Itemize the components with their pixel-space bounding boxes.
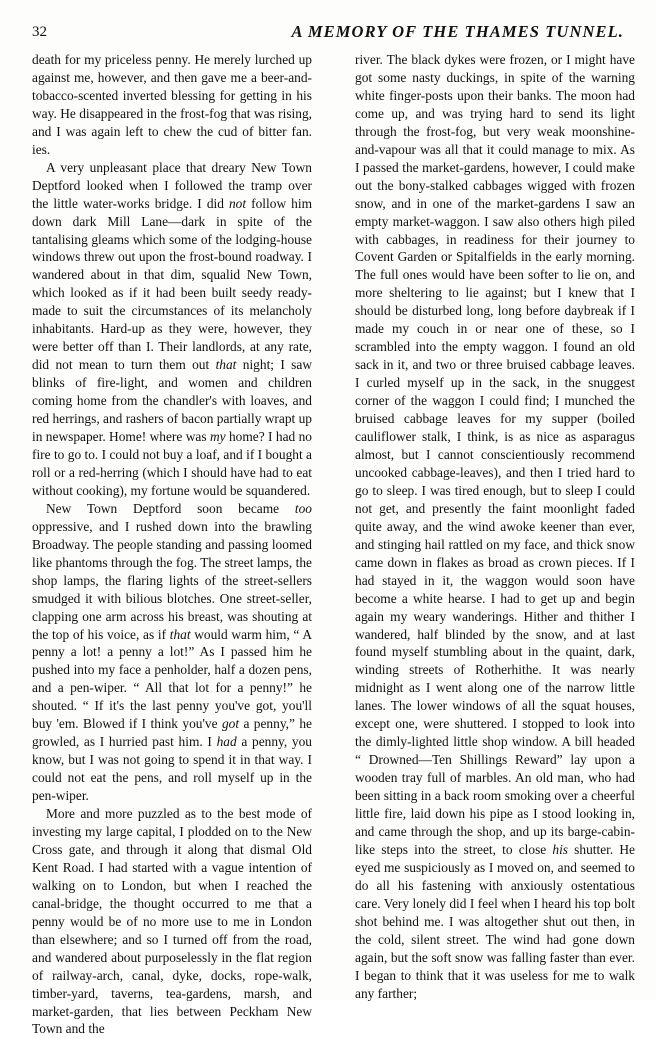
- italic-emphasis: his: [552, 841, 569, 857]
- running-title: A MEMORY OF THE THAMES TUNNEL.: [291, 22, 624, 41]
- page-header: [32, 22, 624, 48]
- right-column: [355, 51, 635, 1003]
- text-run: New Town Deptford soon became: [46, 500, 295, 516]
- text-run: would warm him, “ A penny a lot! a penny a lot!” As I passed him he pushed into my face a penholder, half a dozen pens, and a pen-wiper. “ All that lot for a penny!” he shouted. “ If it's the last penny you've got, you'll buy 'em. Blowed if I think you've: [32, 626, 312, 732]
- text-run: oppressive, and I rushed down into the brawling Broadway. The people standing and passing loomed like phantoms through the fog. The street lamps, the shop lamps, the flaring lights of the street-sellers smudged it with bilious blotches. One street-seller, clapping one arm across his breast, was shouting at the top of his voice, as if: [32, 518, 312, 642]
- paragraph-2: [32, 159, 312, 500]
- italic-emphasis: too: [294, 500, 312, 516]
- text-run: home? I had no fire to go to. I could not buy a loaf, and if I bought a roll or a red-herring (which I should have had to eat without cooking), my fortune would be squandered.: [32, 429, 312, 498]
- page-number: 32: [32, 24, 47, 40]
- italic-emphasis: got: [221, 716, 240, 732]
- text-run: shutter. He eyed me suspiciously as I moved on, and seemed to do all his fastening with anxiously ostentatious care. Very lonely did I feel when I heard his top bolt shot behind me. I was altogether shut out then, in the cold, silent street. The wind had gone down again, but the soft snow was falling faster than ever. I began to think that it was useless for me to walk any farther;: [355, 841, 635, 1001]
- paragraph-4: [32, 805, 312, 1038]
- text-run: a penny, you know, but I was not going to spend it in that way. I could not eat the pens, and roll myself up in the pen-wiper.: [32, 734, 313, 804]
- italic-emphasis: that: [215, 357, 237, 373]
- italic-emphasis: my: [209, 429, 226, 445]
- text-run: night; I saw blinks of fire-light, and women and children coming home from the chandler's with loaves, and red herrings, and rashers of bacon partially wrapt up in newspaper. Home! where was: [32, 357, 312, 445]
- italic-emphasis: had: [216, 734, 237, 750]
- paragraph-text: More and more puzzled as to the best mode of investing my large capital, I plodded on to the New Cross gate, and through it along that dismal Old Kent Road. I had started with a vague intention of walking on to London, but when I reached the canal-bridge, the thought occurred to me that a penny would be of no more use to me in London than elsewhere; and so I turned off from the road, and wandered about purposelessly in the flat region of railway-arch, canal, dyke, docks, rope-walk, timber-yard, taverns, tea-gardens, marsh, and market-garden, that lies between Peckham New Town and the: [32, 806, 312, 1037]
- text-run: a penny,” he growled, as I hurried past him. I: [32, 716, 312, 750]
- text-run: A very unpleasant place that dreary New Town Deptford looked when I followed the tramp over the little water-works bridge. I did: [32, 159, 312, 211]
- italic-emphasis: that: [169, 626, 191, 642]
- italic-emphasis: not: [228, 195, 247, 211]
- paragraph-5: [355, 51, 635, 1003]
- paragraph-text: death for my priceless penny. He merely lurched up against me, however, and then gave me a beer-and-tobacco-scented inverted blessing for getting in his way. He disappeared in the frost-fog that was rising, and I was again left to chew the cud of bitter fan. ies.: [32, 52, 312, 157]
- text-run: river. The black dykes were frozen, or I might have got some nasty duckings, in spite of the warning white finger-posts upon their banks. The moon had come up, and was trying hard to send its light through the frost-fog, but very weak moonshine-and-vapour was all that it could manage to mix. As I passed the market-gardens, however, I could make out the bony-stalked cabbages wigged with frozen snow, and in one of the market-gardens I saw an empty market-waggon. I saw also others high piled with cabbages, in readiness for their journey to Covent Garden or Spitalfields in the early morning. The full ones would have been softer to lie on, and more sheltering to lie against; but I knew that I should be disturbed long, long before daybreak if I made my couch in or near one of these, so I scrambled into the empty waggon. I found an old sack in it, and two or three bruised cabbage leaves. I curled myself up in the sack, in the snuggest corner of the waggon I could find; I munched the bruised cabbage leaves for my supper (boiled cauliflower stalk, I think, is as nice as asparagus almost, but I cannot conscientiously recommend uncooked cabbage-leaves), and then I tried hard to go to sleep. I was tired enough, but to sleep I could not get, and presently the faint moonlight faded quite away, and the wind awoke keener than ever, and stinging hail rattled on my face, and thick snow came down in flakes as broad as crown pieces. If I had stayed in it, the waggon would soon have become a white hearse. I had to get up and begin again my weary wanderings. Hither and thither I wandered, half blinded by the snow, and at last found myself stumbling about in the quaint, dark, winding streets of Rotherhithe. It was nearly midnight as I went along one of the narrow little lanes. The lower windows of all the squat houses, except one, were shuttered. I stopped to look into the dimly-lighted little shop window. A bill headed “ Drowned—Ten Shillings Reward” lay upon a wooden tray full of marbles. An old man, who had been sitting in a back room smoking over a cheerful little fire, laid down his pipe as I stood looking in, and came through the shop, and up its barge-cabin-like steps into the street, to close: [355, 52, 635, 857]
- text-run: follow him down dark Mill Lane—dark in spite of the tantalising gleams which some of the lodging-house windows threw out upon the frost-bound roadway. I wandered about in that dim, squalid New Town, which looked as if it had been built seedy ready-made to suit the circumstances of its melancholy inhabitants. Hard-up as they were, however, they were better off than I. Their landlords, at any rate, did not mean to turn them out: [32, 195, 312, 373]
- left-column: [32, 51, 312, 1038]
- paragraph-1: [32, 51, 312, 159]
- paragraph-3: [32, 500, 312, 805]
